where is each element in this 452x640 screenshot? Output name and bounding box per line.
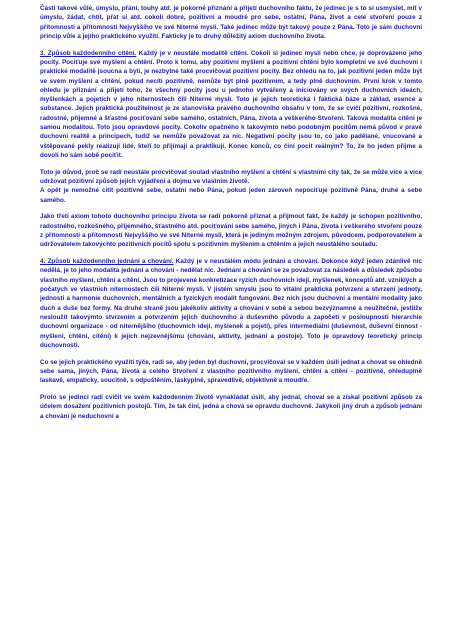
paragraph-will-axiom: Části takové vůle, úmyslu, přání, touhy atd. je pokorné přiznání a přijetí duchovního faktu, že jedinec je s to si usmyslet, mít v úmyslu, žádat, chtít, přát si atd. cokoli dobré, pozitivní a moudré pro sebe, ostatní, Pána, život a celé stvoření pouze z přítomnosti a přítomností Nejvyššího ve své Niterné mysli. Také jedinec může být takový pouze z Pána. Toto je sám duchovní princip vůle a jejího praktického využití. Fakticky je to druhý důležitý axiom duchovního života. bbox=[40, 5, 422, 40]
section-feeling-body: Každý je v neustálé modalitě cítění. Cokoli si jedinec mysli nebo chce, je doprovázeno jeho pocity. Pociťuje své myšlení a chtění. Proto k tomu, aby pozitivní myšlení a pozitivní chtění bylo kompletní ve své duchovní i praktické modalitě jsoucna a bytí, je nezbytné také procvičovat pozitivní pocity. Bez ohledu na to, jak pozitivní jeden může být ve svém myšlení a chtění, pokud necítí pozitivně, nemůže být plně pozitivním, a tedy plně duchovním. První krok v tomto ohledu je přiznání a přijetí toho, že všechny pocity jsou u jednoho vytvářeny a iniciovány ve svých duchovních ideách, myšlenkách a pojetích v jeho niternostech čili Niterné mysli. Toto je jejich teoretická i faktická báze a základ, esence a substance. Jejich praktická použitelnost je ze stanoviska pravého duchovního obsahu v tom, že se cvičí pozitivní, rozkošné, radostné, příjemné a šťastné pociťování sebe samého, ostatních, Pána, života a veškerého Stvoření. Taková modalita cítění je samou modalitou. Toto jsou opravdové pocity. Cokoliv opačného k takovýmto nebo podobným pocitům nemá původ v pravé duchovní realitě a principech, tudíž se nemůže považovat za nic. Negativní pocity jsou to, co jako padělané, vnucované a vštěpované pekly realizují lidé, kteří to přijímají a praktikují. Konec konců, co činí pocit reálným? To, že ho jeden přijme a dovolí ho sám sobě pociťit. bbox=[40, 49, 422, 159]
paragraph-daily-practice: Proto se jedinci radí cvičit ve svém každodenním životě vynakládat úsilí, aby jednal, choval se a získal pozitivní způsob za účelem dosažení pozitivních postojů. Tím, že tak činí, jedná a chová se opravdu duchovně. Jakýkoli jiný druh a způsob jednání a chování je neduchovní a bbox=[40, 393, 422, 420]
section-feeling-heading: 3. Způsob každodenního cítění. bbox=[40, 49, 137, 57]
paragraph-practical-use: Co se jejich praktického využití týče, radí se, aby jeden byl duchovní, procvičoval se v každém úsilí jednat a chovat se ohledně sebe sama, jiných, Pána, života a celého Stvoření z vlastního pozitivního myšlení, chtění a cítění - pozitivně, ohleduplně laskavě, empaticky, soucitně, s odpuštěním, láskyplně, spravedlivě, objektivně a moudře. bbox=[40, 358, 422, 385]
paragraph-third-axiom: Jako třetí axiom tohoto duchovního principu života se radí pokorně přiznat a přijmout fakt, že každý je schopen pozitivního, radostného, rozkošného, příjemného, šťastného atd. pociťování sebe samého, jiných i Pána, života i veškerého stvoření pouze z přítomnosti a přítomností Nejvyššího ve své Niterné mysli, která je jediným možným zdrojem, původcem, podporovatelem a udržovatelem takovýchto pozitivních pocitů spolu s pozitivním myšlením a chtěním a jejich neustálého souladu. bbox=[40, 213, 422, 249]
section-action-heading: 4. Způsob každodenního jednání a chování. bbox=[40, 258, 174, 266]
paragraph-harmony bbox=[40, 168, 422, 205]
paragraph-harmony-text: Toto je důvod, proč se radí neustále procvičovat soulad vlastního myšlení a chtění s vlastními city tak, že se může více a více udržovat pozitivní způsob jejich vyjádření a dojmu ve vlastním životě. A opět je nemožné cítit pozitivně sebe, ostatní nebo Pána, pokud jeden zároveň nepociťuje pozitivně Pána, druhé a sebe samého. bbox=[40, 168, 422, 204]
section-action bbox=[40, 257, 422, 350]
document-page bbox=[40, 0, 422, 640]
section-feeling bbox=[40, 49, 422, 161]
section-action-body: Každý je v neustálém módu jednání a chování. Dokonce když jeden zdánlivě nic nedělá, je to jeho modalita jednání a chování - nedělat nic. Jednání a chování se ze považovat za následek a důsledek způsobu vlastního myšlení, chtění a cítění. Jsou to projevené konkretizace ryzích duchovních idejí, myšlenek, konceptů atd. vzniklých a počatých ve vlastních niternostech čili Niterné mysli. V jistém smyslu jsou to vitální praktická potvrzení a stvrzení jednoty, jednosti a harmonie duchovních, mentálních a fyzických modalit fungování. Bez nich jsou duchovní a mentální modality jako duch a duše bez formy. Na druhé straně jsou jakékoliv aktivity a chování v sobě a sebou bezvýznamné a neužitečné, jestliže nesloužít takovýmto stvrzením a potvrzením jejich duchovního a duševního původu a započetí v posloupnosti hierarchie duchovní organizace - od niternějšího (duchovních idejí, myšlenek a pojetí), přes intermediální (duševnost, duševní činnost - myšlení, chtění, cítění) k jejich nejzevnějšímu (chování, aktivity, jednání a postoje). Toto je opravdový teoretický princip duchovnosti. bbox=[40, 258, 422, 349]
